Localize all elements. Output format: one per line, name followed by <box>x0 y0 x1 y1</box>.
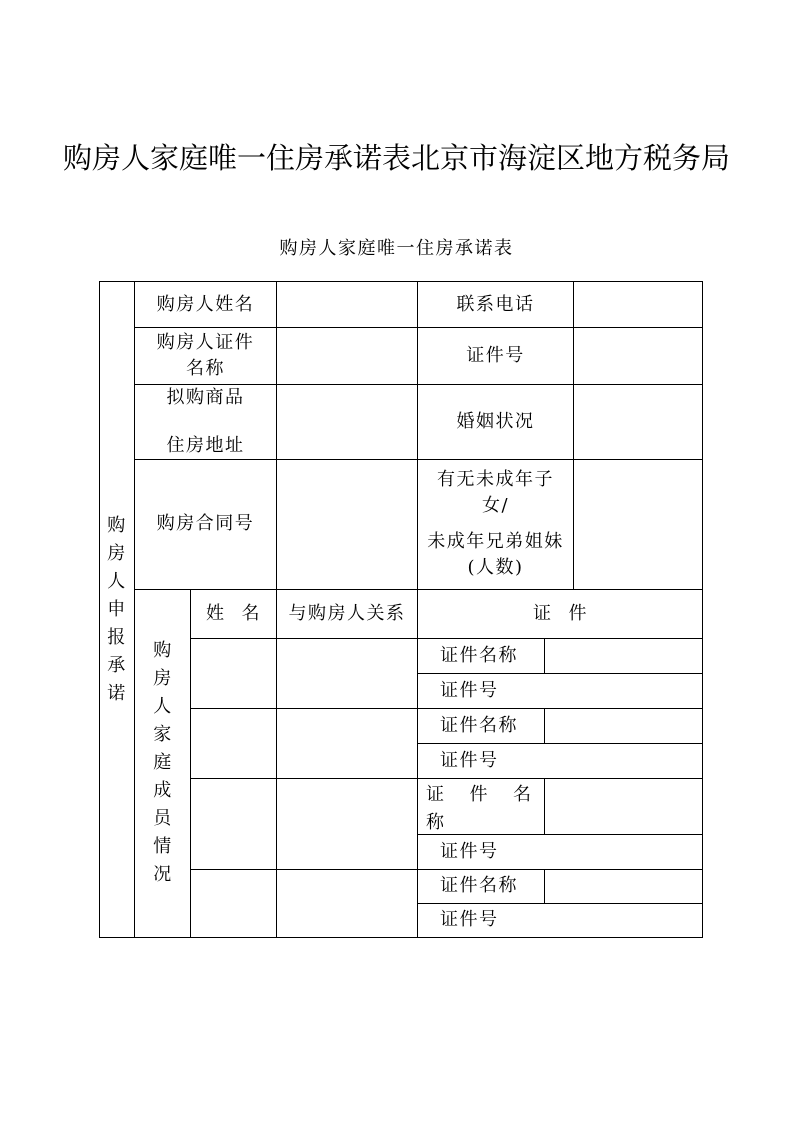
section-label-family-char: 况 <box>153 864 173 885</box>
table-rule <box>417 903 703 904</box>
minor-children-label-line1: 有无未成年子女/ <box>437 469 554 516</box>
table-rule <box>190 778 703 779</box>
address-label <box>135 384 276 459</box>
family-header-document: 证 件 <box>533 602 588 624</box>
address-label-line2: 住房地址 <box>166 434 245 456</box>
phone-label: 联系电话 <box>456 293 535 315</box>
table-rule <box>134 281 135 938</box>
table-border-top <box>99 281 703 282</box>
section-label-family-char: 庭 <box>153 752 173 773</box>
section-label-family-char: 人 <box>153 696 173 717</box>
member-1-id-type-field[interactable] <box>545 638 703 673</box>
table-rule <box>276 589 277 938</box>
document-title: 购房人家庭唯一住房承诺表北京市海淀区地方税务局 <box>62 141 730 175</box>
table-rule <box>417 743 703 744</box>
section-label-family-char: 房 <box>153 668 173 689</box>
contract-number-label: 购房合同号 <box>156 513 255 534</box>
table-rule <box>544 708 545 743</box>
section-label-applicant-char: 诺 <box>107 682 127 704</box>
member-2-name-field[interactable] <box>191 708 276 778</box>
member-2-id-type-label: 证件名称 <box>440 714 518 736</box>
section-label-applicant-char: 购 <box>107 514 127 536</box>
id-number-field[interactable] <box>573 327 703 384</box>
section-label-family-char: 员 <box>153 808 173 829</box>
table-rule <box>190 638 703 639</box>
member-2-id-number-label: 证件号 <box>440 749 499 771</box>
family-header-relation: 与购房人关系 <box>288 602 406 624</box>
table-rule <box>544 869 545 903</box>
table-rule <box>544 778 545 834</box>
member-3-id-type-label: 证 件 名 称 <box>426 784 539 833</box>
family-header-name: 姓 名 <box>206 602 261 624</box>
section-label-applicant-char: 房 <box>107 542 127 564</box>
id-number-label: 证件号 <box>466 344 525 366</box>
table-rule <box>190 869 703 870</box>
member-1-relation-field[interactable] <box>276 638 418 708</box>
minor-children-label <box>418 459 573 589</box>
id-type-label: 购房人证件 名称 <box>156 331 255 379</box>
member-2-relation-field[interactable] <box>276 708 418 778</box>
table-rule <box>134 384 703 385</box>
table-rule <box>544 638 545 673</box>
member-1-name-field[interactable] <box>191 638 276 708</box>
table-border-right <box>702 281 703 938</box>
address-label-line1: 拟购商品 <box>166 386 245 408</box>
member-3-name-field[interactable] <box>191 778 276 869</box>
section-label-family-char: 情 <box>153 836 173 857</box>
table-rule <box>134 327 703 328</box>
member-4-id-type-field[interactable] <box>545 869 703 903</box>
table-rule <box>417 673 703 674</box>
section-label-applicant <box>99 282 135 937</box>
section-label-family-members <box>135 589 191 937</box>
phone-field[interactable] <box>573 282 703 327</box>
member-4-relation-field[interactable] <box>276 869 418 937</box>
form-subtitle: 购房人家庭唯一住房承诺表 <box>279 238 514 259</box>
buyer-name-field[interactable] <box>276 282 418 327</box>
member-2-id-type-field[interactable] <box>545 708 703 743</box>
buyer-name-label: 购房人姓名 <box>156 293 255 315</box>
member-3-id-number-label: 证件号 <box>440 840 499 862</box>
table-rule <box>190 708 703 709</box>
table-rule <box>134 459 703 460</box>
member-3-id-type-field[interactable] <box>545 778 703 834</box>
member-1-id-number-label: 证件号 <box>440 679 499 701</box>
table-rule <box>417 834 703 835</box>
marital-status-label: 婚姻状况 <box>456 410 535 432</box>
member-4-id-number-label: 证件号 <box>440 909 499 930</box>
section-label-applicant-char: 承 <box>107 654 127 676</box>
marital-status-field[interactable] <box>573 384 703 459</box>
section-label-family-char: 购 <box>153 640 173 661</box>
id-type-field[interactable] <box>276 327 418 384</box>
minor-children-field[interactable] <box>573 459 703 589</box>
member-1-id-type-label: 证件名称 <box>440 644 518 666</box>
table-border-left <box>99 281 100 938</box>
section-label-family-char: 家 <box>153 724 173 745</box>
member-3-relation-field[interactable] <box>276 778 418 869</box>
section-label-applicant-char: 申 <box>107 598 127 620</box>
section-label-family-char: 成 <box>153 780 173 801</box>
table-rule <box>190 589 191 938</box>
address-field[interactable] <box>276 384 418 459</box>
section-label-applicant-char: 人 <box>107 570 127 592</box>
table-rule <box>417 281 418 938</box>
member-4-id-type-label: 证件名称 <box>440 875 518 896</box>
section-label-applicant-char: 报 <box>107 626 127 648</box>
member-4-name-field[interactable] <box>191 869 276 937</box>
contract-number-field[interactable] <box>276 459 418 589</box>
table-rule <box>134 589 703 590</box>
minor-children-label-line2: 未成年兄弟姐妹(人数) <box>427 531 564 578</box>
